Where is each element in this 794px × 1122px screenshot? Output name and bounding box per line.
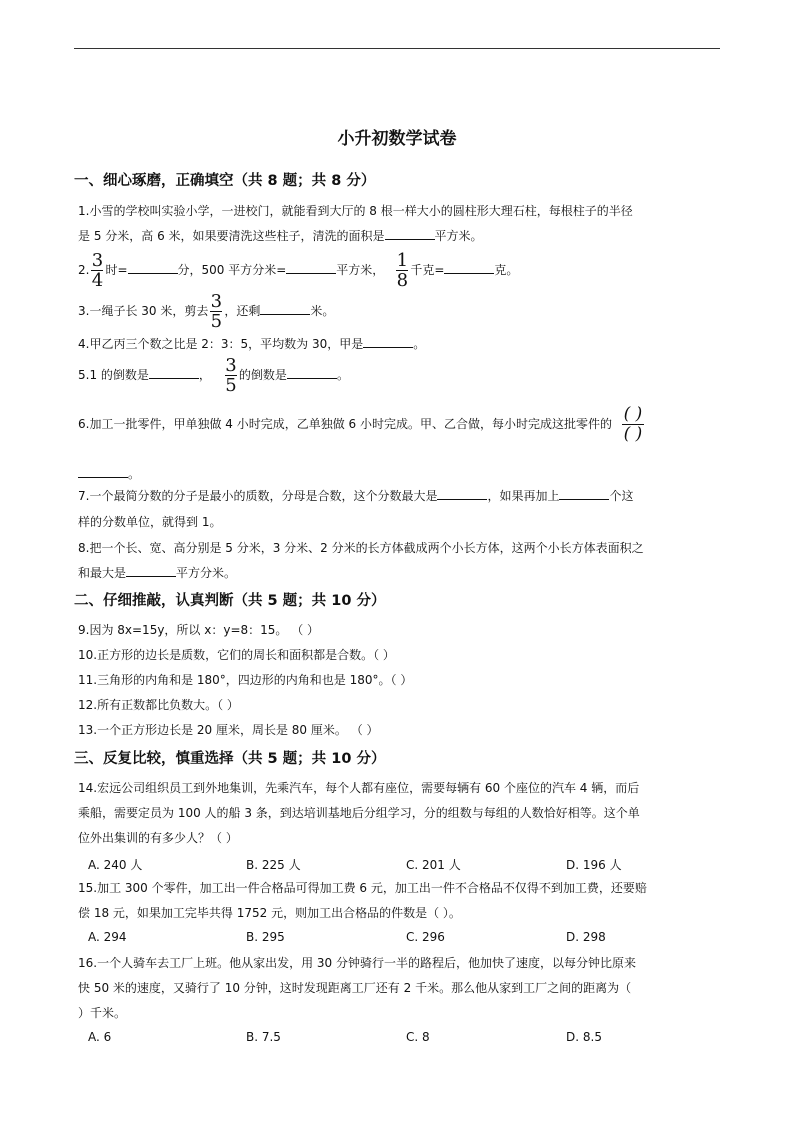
fraction-3-5: $\frac{3}{5}$ [225, 355, 237, 396]
q14-option-a[interactable]: A. 240 人 [88, 858, 143, 872]
fraction-1-8: $\frac{1}{8}$ [396, 250, 409, 291]
answer-blank[interactable] [385, 228, 435, 240]
judge-item-10: 10.正方形的边长是质数，它们的周长和面积都是合数。（ ） [78, 648, 395, 662]
fraction-parentheses: ( ) ( ) [623, 404, 643, 444]
judge-item-12: 12.所有正数都比负数大。（ ） [78, 698, 239, 712]
q16-option-d[interactable]: D. 8.5 [566, 1030, 602, 1044]
q15-option-a[interactable]: A. 294 [88, 930, 127, 944]
q16-option-c[interactable]: C. 8 [406, 1030, 430, 1044]
answer-blank[interactable] [444, 262, 494, 274]
judge-item-11: 11.三角形的内角和是 180°，四边形的内角和也是 180°。（ ） [78, 673, 413, 687]
answer-blank[interactable] [149, 367, 199, 379]
q7-line-2: 样的分数单位，就得到 1。 [78, 515, 222, 529]
section-2-heading: 二、仔细推敲，认真判断（共 5 题；共 10 分） [74, 593, 386, 609]
answer-blank[interactable] [128, 262, 178, 274]
header-rule [74, 48, 720, 49]
q8-line-2: 和最大是 平方分米。 [78, 566, 237, 580]
q7-line-1: 7.一个最简分数的分子是最小的质数，分母是合数，这个分数最大是 ，如果再加上 个这 [78, 489, 634, 503]
q15-line-2: 偿 18 元，如果加工完毕共得 1752 元，则加工出合格品的件数是（ ）。 [78, 906, 461, 920]
q16-option-a[interactable]: A. 6 [88, 1030, 112, 1044]
q15-option-d[interactable]: D. 298 [566, 930, 606, 944]
q16-line-3: ）千米。 [78, 1006, 127, 1020]
answer-blank[interactable] [260, 303, 310, 315]
q1-line-1: 1.小雪的学校叫实验小学，一进校门，就能看到大厅的 8 根一样大小的圆柱形大理石柱，每根柱子的半径 [78, 204, 633, 218]
section-3-heading: 三、反复比较，慎重选择（共 5 题；共 10 分） [74, 751, 386, 767]
page-title: 小升初数学试卷 [337, 129, 457, 149]
q16-line-2: 快 50 米的速度，又骑行了 10 分钟，这时发现距离工厂还有 2 千米。那么他从家到工厂之间的距离为（ [78, 981, 632, 995]
judge-item-9: 9.因为 8x=15y，所以 x：y=8：15。 （ ） [78, 623, 320, 637]
q3-line: 3.一绳子长 30 米，剪去 $\frac{3}{5}$ ，还剩 米。 [78, 291, 335, 332]
q14-option-d[interactable]: D. 196 人 [566, 858, 622, 872]
q14-line-1: 14.宏远公司组织员工到外地集训，先乘汽车，每个人都有座位，需要每辆有 60 个座位的汽车 4 辆，而后 [78, 781, 640, 795]
answer-blank[interactable] [287, 367, 337, 379]
q14-line-3: 位外出集训的有多少人？（ ） [78, 831, 238, 845]
q1-line-2: 是 5 分米，高 6 米，如果要清洗这些柱子，清洗的面积是 平方米。 [78, 229, 483, 243]
answer-blank[interactable] [559, 488, 609, 500]
q6-line-2: 。 [78, 466, 140, 482]
answer-blank[interactable] [437, 488, 487, 500]
judge-item-13: 13.一个正方形边长是 20 厘米，周长是 80 厘米。 （ ） [78, 723, 379, 737]
answer-blank[interactable] [78, 466, 128, 478]
answer-blank[interactable] [363, 336, 413, 348]
q16-option-b[interactable]: B. 7.5 [246, 1030, 281, 1044]
q15-option-b[interactable]: B. 295 [246, 930, 285, 944]
q4-line: 4.甲乙丙三个数之比是 2：3：5，平均数为 30，甲是 。 [78, 337, 426, 351]
section-1-heading: 一、细心琢磨，正确填空（共 8 题；共 8 分） [74, 173, 376, 189]
q5-line: 5.1 的倒数是 ， $\frac{3}{5}$ 的倒数是 。 [78, 355, 349, 396]
answer-blank[interactable] [126, 565, 176, 577]
q15-option-c[interactable]: C. 296 [406, 930, 445, 944]
q16-line-1: 16.一个人骑车去工厂上班。他从家出发，用 30 分钟骑行一半的路程后，他加快了速度，以每分钟比原来 [78, 956, 636, 970]
answer-blank[interactable] [286, 262, 336, 274]
q14-line-2: 乘船，需要定员为 100 人的船 3 条，到达培训基地后分组学习，分的组数与每组的人数恰好相等。这个单 [78, 806, 640, 820]
q8-line-1: 8.把一个长、宽、高分别是 5 分米，3 分米、2 分米的长方体截成两个小长方体，这两个小长方体表面积之 [78, 541, 644, 555]
fraction-3-4: $\frac{3}{4}$ [91, 250, 104, 291]
q14-option-b[interactable]: B. 225 人 [246, 858, 301, 872]
q6-line-1: 6.加工一批零件，甲单独做 4 小时完成，乙单独做 6 小时完成。甲、乙合做，每小时完成这批零件的 ( ) ( ) [78, 404, 643, 444]
q15-line-1: 15.加工 300 个零件，加工出一件合格品可得加工费 6 元，加工出一件不合格品不仅得不到加工费，还要赔 [78, 881, 647, 895]
q2-line: 2. $\frac{3}{4}$ 时= 分，500 平方分米= 平方米， $\frac{1}{8}$ 千克= 克。 [78, 250, 519, 291]
fraction-3-5: $\frac{3}{5}$ [210, 291, 223, 332]
q14-option-c[interactable]: C. 201 人 [406, 858, 461, 872]
